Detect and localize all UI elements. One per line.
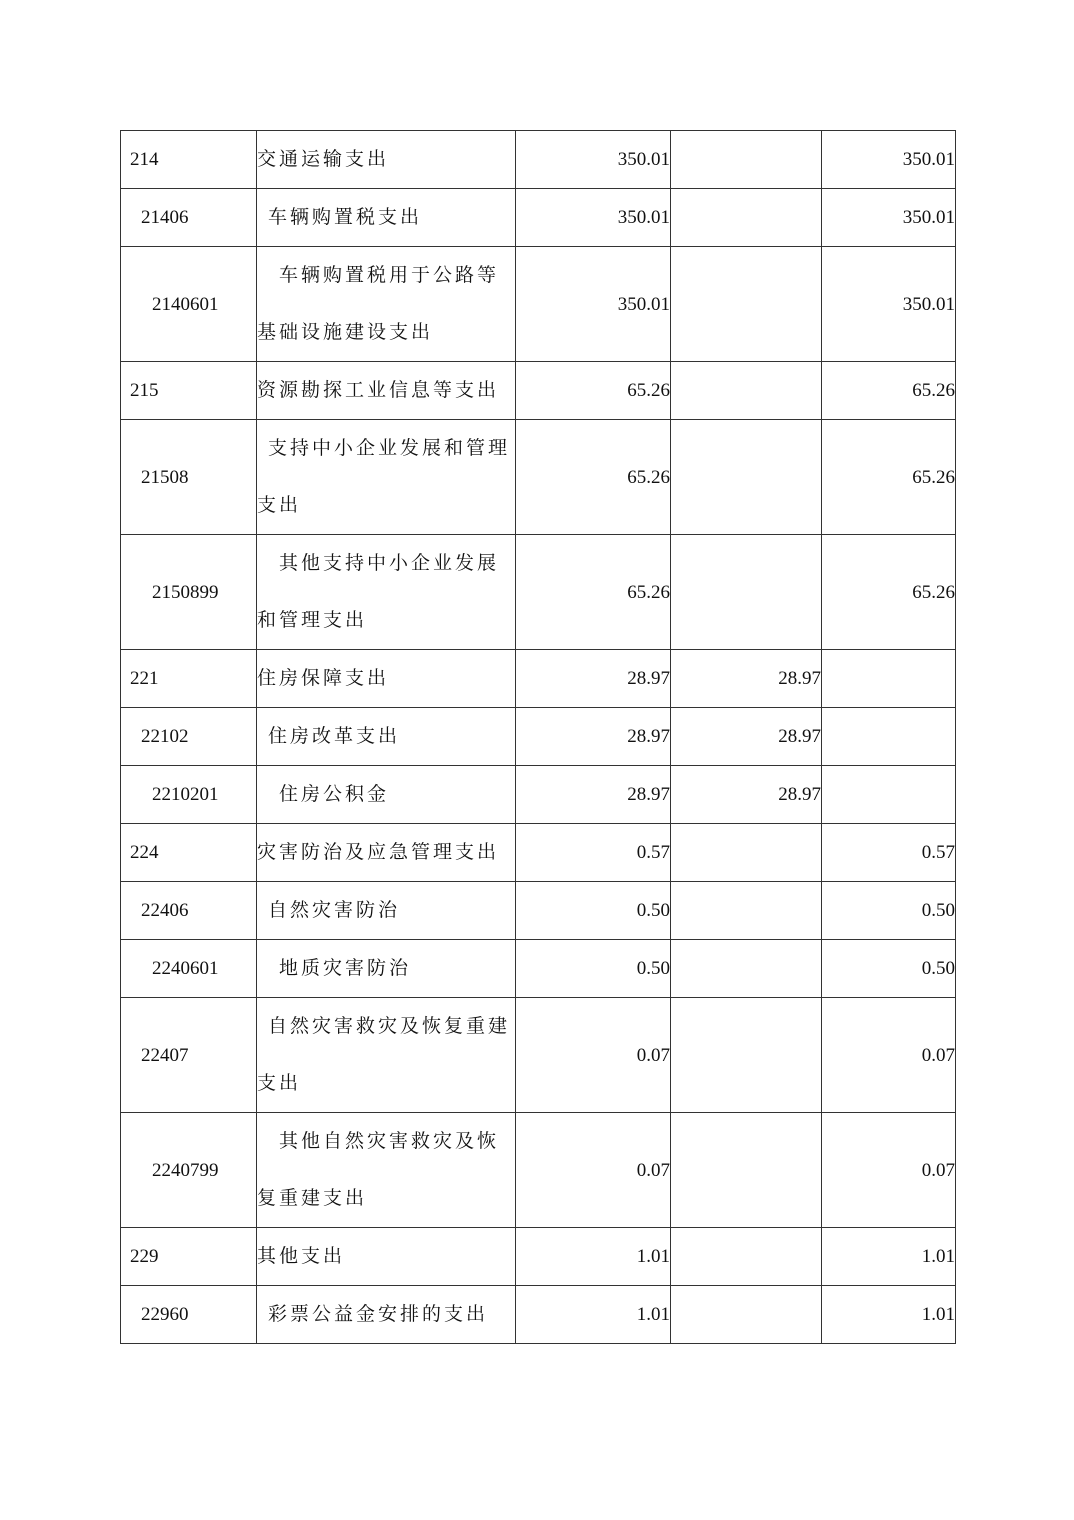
subject-name: 车辆购置税支出	[257, 189, 516, 247]
subject-code: 2240799	[121, 1113, 257, 1228]
table-row	[121, 1286, 956, 1344]
project-amount	[822, 766, 956, 824]
basic-amount	[671, 1286, 822, 1344]
table-row	[121, 189, 956, 247]
subject-code: 221	[121, 650, 257, 708]
subject-name: 住房公积金	[257, 766, 516, 824]
basic-amount	[671, 362, 822, 420]
subject-code: 21508	[121, 420, 257, 535]
project-amount: 1.01	[822, 1228, 956, 1286]
subject-code: 2210201	[121, 766, 257, 824]
table-row	[121, 766, 956, 824]
table-row	[121, 535, 956, 650]
table-row	[121, 362, 956, 420]
total-amount: 0.07	[516, 998, 671, 1113]
basic-amount	[671, 824, 822, 882]
subject-name: 自然灾害防治	[257, 882, 516, 940]
subject-name: 自然灾害救灾及恢复重建支出	[257, 998, 516, 1113]
subject-name: 交通运输支出	[257, 131, 516, 189]
total-amount: 1.01	[516, 1228, 671, 1286]
subject-code: 22407	[121, 998, 257, 1113]
project-amount	[822, 650, 956, 708]
total-amount: 350.01	[516, 247, 671, 362]
basic-amount: 28.97	[671, 708, 822, 766]
basic-amount	[671, 535, 822, 650]
project-amount: 350.01	[822, 131, 956, 189]
budget-table-body	[121, 131, 956, 1344]
subject-name: 其他自然灾害救灾及恢复重建支出	[257, 1113, 516, 1228]
subject-code: 2150899	[121, 535, 257, 650]
project-amount: 350.01	[822, 247, 956, 362]
basic-amount: 28.97	[671, 766, 822, 824]
project-amount: 0.07	[822, 998, 956, 1113]
total-amount: 65.26	[516, 535, 671, 650]
subject-name: 住房保障支出	[257, 650, 516, 708]
basic-amount	[671, 1113, 822, 1228]
total-amount: 0.50	[516, 940, 671, 998]
basic-amount	[671, 189, 822, 247]
project-amount: 65.26	[822, 420, 956, 535]
basic-amount	[671, 420, 822, 535]
subject-name: 灾害防治及应急管理支出	[257, 824, 516, 882]
subject-name: 住房改革支出	[257, 708, 516, 766]
basic-amount	[671, 998, 822, 1113]
project-amount: 350.01	[822, 189, 956, 247]
table-row	[121, 131, 956, 189]
project-amount: 65.26	[822, 362, 956, 420]
project-amount: 0.07	[822, 1113, 956, 1228]
table-row	[121, 1113, 956, 1228]
subject-code: 215	[121, 362, 257, 420]
project-amount: 0.50	[822, 882, 956, 940]
total-amount: 0.07	[516, 1113, 671, 1228]
subject-code: 229	[121, 1228, 257, 1286]
project-amount: 0.50	[822, 940, 956, 998]
subject-name: 其他支持中小企业发展和管理支出	[257, 535, 516, 650]
project-amount: 0.57	[822, 824, 956, 882]
basic-amount: 28.97	[671, 650, 822, 708]
table-row	[121, 650, 956, 708]
total-amount: 0.50	[516, 882, 671, 940]
total-amount: 0.57	[516, 824, 671, 882]
subject-name: 车辆购置税用于公路等基础设施建设支出	[257, 247, 516, 362]
project-amount: 65.26	[822, 535, 956, 650]
budget-table	[120, 130, 956, 1344]
basic-amount	[671, 940, 822, 998]
subject-code: 2240601	[121, 940, 257, 998]
table-row	[121, 420, 956, 535]
subject-name: 地质灾害防治	[257, 940, 516, 998]
basic-amount	[671, 131, 822, 189]
subject-code: 22960	[121, 1286, 257, 1344]
total-amount: 350.01	[516, 189, 671, 247]
subject-name: 资源勘探工业信息等支出	[257, 362, 516, 420]
total-amount: 28.97	[516, 650, 671, 708]
basic-amount	[671, 247, 822, 362]
total-amount: 1.01	[516, 1286, 671, 1344]
table-row	[121, 1228, 956, 1286]
total-amount: 65.26	[516, 362, 671, 420]
table-row	[121, 940, 956, 998]
subject-code: 2140601	[121, 247, 257, 362]
total-amount: 28.97	[516, 766, 671, 824]
subject-code: 21406	[121, 189, 257, 247]
subject-name: 支持中小企业发展和管理支出	[257, 420, 516, 535]
table-row	[121, 824, 956, 882]
basic-amount	[671, 1228, 822, 1286]
subject-code: 214	[121, 131, 257, 189]
subject-code: 22406	[121, 882, 257, 940]
subject-name: 其他支出	[257, 1228, 516, 1286]
total-amount: 28.97	[516, 708, 671, 766]
project-amount: 1.01	[822, 1286, 956, 1344]
subject-name: 彩票公益金安排的支出	[257, 1286, 516, 1344]
subject-code: 224	[121, 824, 257, 882]
basic-amount	[671, 882, 822, 940]
table-row	[121, 247, 956, 362]
project-amount	[822, 708, 956, 766]
table-row	[121, 708, 956, 766]
table-row	[121, 998, 956, 1113]
table-row	[121, 882, 956, 940]
total-amount: 350.01	[516, 131, 671, 189]
total-amount: 65.26	[516, 420, 671, 535]
subject-code: 22102	[121, 708, 257, 766]
